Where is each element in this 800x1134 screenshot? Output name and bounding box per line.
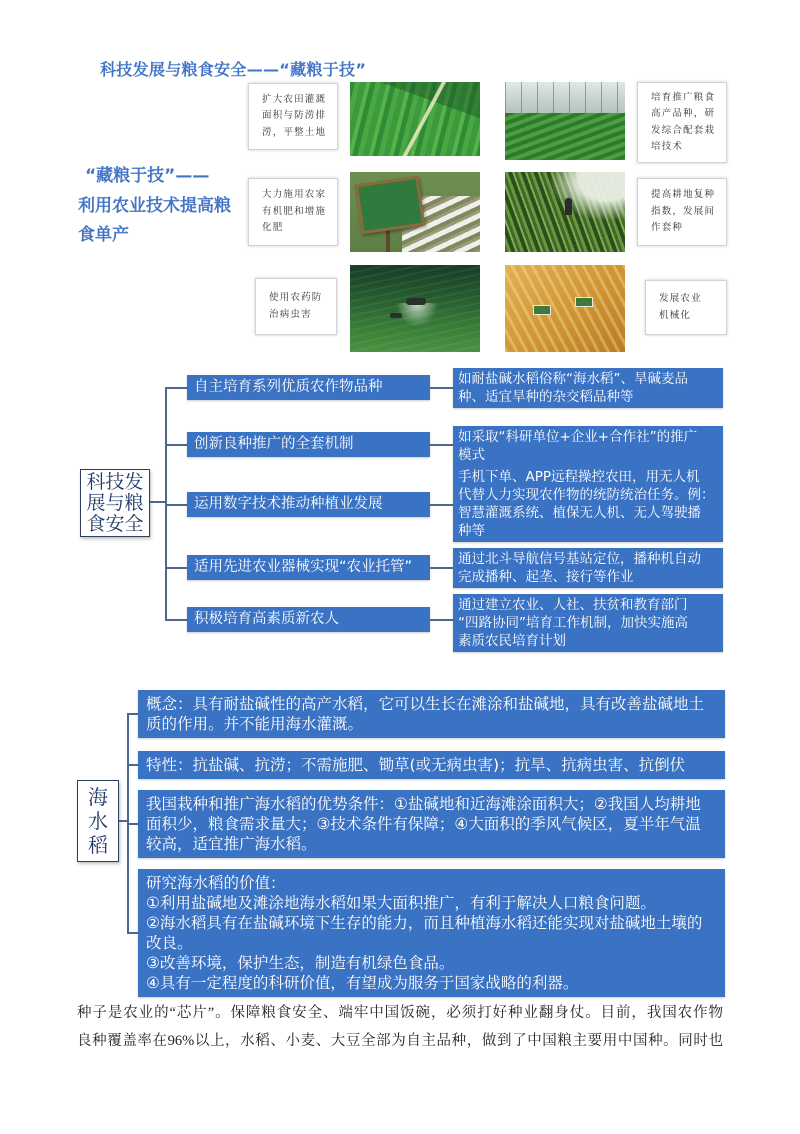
text-line: 食单产: [78, 225, 129, 245]
caption-high-yield-varieties: [637, 82, 727, 163]
text-line: ③改善环境，保护生态，制造有机绿色食品。: [146, 954, 455, 972]
connector-line: [430, 619, 453, 621]
branch-seed-promotion: 创新良种推广的全套机制: [187, 432, 430, 457]
text-line: 发展农业: [659, 293, 702, 304]
text-line: “四路协同”培育工作机制，加快实施高: [458, 615, 688, 631]
sea-rice-research-value: [138, 869, 725, 997]
text-line: 利用农业技术提高粮: [78, 195, 231, 216]
text-line: 海: [88, 785, 108, 809]
side-heading: [78, 162, 248, 251]
text-line: 良种覆盖率在96%以上，水稻、小麦、大豆全部为自主品种，做到了中国粮主要用中国种。同时也: [77, 1033, 723, 1049]
photo-organic-fertilizer-field: [350, 172, 480, 252]
text-line: 扩大农田灌溉: [262, 93, 327, 105]
detail-seed-promotion: [453, 426, 723, 466]
text-line: 作套种: [651, 222, 684, 234]
text-line: 高产品种，研: [651, 108, 716, 119]
text-line: 科技发: [86, 470, 144, 493]
branch-agricultural-trusteeship: 适用先进农业器械实现“农业托管”: [187, 555, 430, 580]
text-line: 发综合配套栽: [651, 124, 716, 136]
spray-mist: [396, 303, 438, 327]
text-line: ④具有一定程度的科研价值，有望成为服务于国家战略的利器。: [146, 974, 579, 992]
caption-irrigation: [248, 83, 338, 150]
branch-new-farmers: 积极培育高素质新农人: [187, 607, 430, 632]
text-line: 使用农药防: [269, 292, 323, 303]
drone-shape: [406, 298, 426, 305]
text-line: 通过建立农业、人社、扶贫和教育部门: [458, 597, 688, 613]
drone-shape: [390, 313, 402, 318]
detail-agricultural-trusteeship: [453, 548, 723, 588]
connector-line: [430, 567, 453, 569]
connector-line: [150, 501, 166, 503]
detail-breeding-varieties: [453, 368, 723, 408]
text-line: 培技术: [651, 141, 684, 152]
text-line: 种子是农业的“芯片”。保障粮食安全、端牢中国饭碗，必须打好种业翻身仗。目前，我国农作物: [77, 1005, 723, 1021]
text-line: 面积与防涝排: [262, 110, 327, 122]
text-line: 有机肥和增施: [262, 205, 327, 217]
text-line: 提高耕地复种: [651, 189, 716, 201]
text-line: 研究海水稻的价值：: [146, 874, 286, 892]
sea-rice-advantages: [138, 790, 725, 858]
sign-board: [355, 176, 425, 234]
connector-line: [165, 444, 187, 446]
mindmap-root-tech-food-security: [80, 469, 150, 537]
sea-rice-concept: [138, 690, 725, 738]
connector-line: [127, 764, 138, 766]
text-line: 食安全: [86, 512, 144, 535]
text-line: 展与粮: [86, 491, 144, 514]
branch-breeding-varieties: 自主培育系列优质农作物品种: [187, 375, 430, 400]
caption-fertilizer: [248, 178, 338, 246]
text-line: 种、适宜旱种的杂交稻品种等: [458, 389, 634, 405]
connector-line: [165, 387, 187, 389]
text-line: 水: [88, 809, 108, 833]
caption-multiple-cropping: [637, 178, 727, 246]
text-line: 手机下单、APP远程操控农田，用无人机: [458, 469, 700, 485]
caption-mechanization: [645, 280, 727, 335]
connector-line: [430, 504, 453, 506]
text-line: 智慧灌溉系统、植保无人机、无人驾驶播: [458, 505, 701, 521]
connector-line: [165, 619, 187, 621]
text-line: 通过北斗导航信号基站定位，播种机自动: [458, 551, 701, 567]
text-line: 较高，适宜推广海水稻。: [146, 835, 317, 853]
sea-rice-characteristics: [138, 751, 725, 779]
caption-pesticide: [255, 278, 337, 335]
text-line: 涝，平整土地: [262, 126, 327, 138]
section-title: 科技发展与粮食安全——“藏粮于技”: [100, 60, 367, 79]
text-line: 稻: [88, 833, 108, 857]
text-line: 代替人力实现农作物的统防统治任务。例：: [458, 487, 715, 503]
connector-line: [127, 932, 138, 934]
detail-new-farmers: [453, 594, 723, 652]
text-line: ①利用盐碱地及滩涂地海水稻如果大面积推广，有利于解决人口粮食问题。: [146, 894, 656, 912]
harvester-shape: [533, 305, 551, 315]
connector-line: [127, 823, 138, 825]
text-line: 指数，发展间: [651, 205, 716, 217]
text-line: 完成播种、起垄、接行等作业: [458, 569, 634, 585]
text-line: 我国栽种和推广海水稻的优势条件：①盐碱地和近海滩涂面积大；②我国人均耕地: [146, 795, 701, 813]
farmer-figure: [565, 198, 572, 215]
mindmap-root-sea-rice: [77, 780, 119, 862]
text-line: 素质农民培育计划: [458, 633, 566, 649]
text-line: 治病虫害: [269, 308, 312, 320]
text-line: 种等: [458, 523, 485, 539]
branch-digital-technology: 运用数字技术推动种植业发展: [187, 492, 430, 517]
text-line: 如采取“科研单位+企业+合作社”的推广: [458, 429, 698, 445]
connector-line: [430, 444, 453, 446]
connector-line: [127, 713, 138, 715]
photo-drone-spraying: [350, 265, 480, 352]
text-line: 如耐盐碱水稻俗称“海水稻”、旱碱麦品: [458, 371, 688, 387]
connector-line: [165, 504, 187, 506]
connector-line: [165, 567, 187, 569]
text-line: 质的作用。并不能用海水灌溉。: [146, 715, 364, 733]
text-line: 机械化: [659, 309, 692, 321]
text-line: 培育推广粮食: [651, 91, 716, 103]
harvester-shape: [575, 297, 593, 307]
photo-greenhouse: [505, 82, 625, 160]
photo-wheat-harvest: [505, 265, 625, 352]
text-line: 化肥: [262, 222, 284, 234]
photo-corn-field: [505, 172, 625, 252]
sign-post: [386, 228, 390, 252]
text-line: 面积少，粮食需求量大；③技术条件有保障；④大面积的季风气候区，夏半年气温: [146, 815, 701, 833]
body-paragraph: [77, 999, 723, 1055]
text-line: 概念：具有耐盐碱性的高产水稻，它可以生长在滩涂和盐碱地，具有改善盐碱地土: [146, 695, 705, 713]
photo-irrigated-farmland: [350, 82, 480, 156]
text-line: 特性：抗盐碱、抗涝；不需施肥、锄草(或无病虫害)；抗旱、抗病虫害、抗倒伏: [146, 756, 686, 774]
text-line: ②海水稻具有在盐碱环境下生存的能力，而且种植海水稻还能实现对盐碱地土壤的: [146, 914, 703, 932]
text-line: 改良。: [146, 934, 193, 952]
detail-digital-technology: [453, 466, 723, 542]
text-line: “藏粮于技”——: [85, 166, 210, 186]
text-line: 大力施用农家: [262, 189, 327, 201]
connector-line: [430, 387, 453, 389]
text-line: 模式: [458, 447, 485, 463]
